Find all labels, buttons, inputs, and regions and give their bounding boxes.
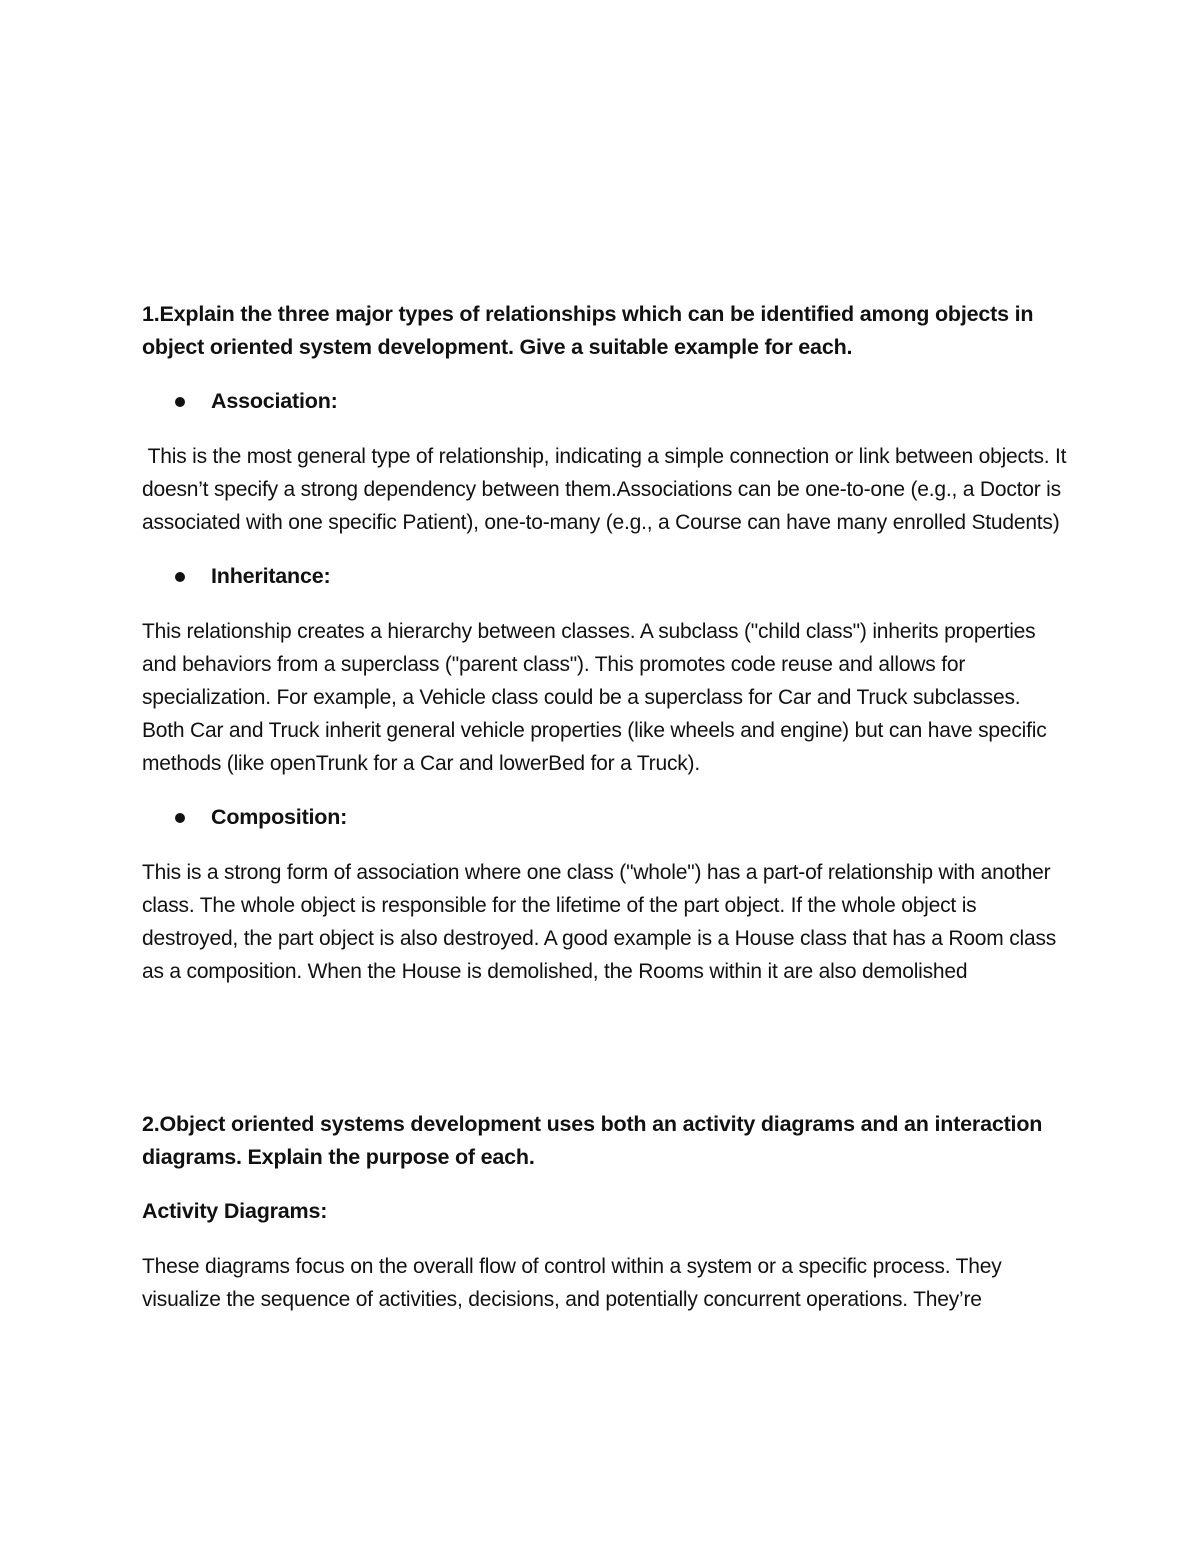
association-text: This is the most general type of relationship, indicating a simple connection or link between objects. It doesn’t specify a strong dependency between them.Associations can be one-to-one (e.g., a Doctor is associated with one specific Patient), one-to-many (e.g., a Course can have many enrolled Students) [142,445,1072,534]
bullet-dot-icon [175,397,185,407]
inheritance-label: Inheritance: [211,564,331,588]
question-1-heading: 1.Explain the three major types of relationships which can be identified among objects in object oriented system development. Give a suitable example for each. [142,302,1034,359]
bullet-composition [142,801,1067,834]
bullet-inheritance [142,560,1067,593]
association-label: Association: [211,389,338,413]
bullet-association [142,385,1067,418]
bullet-dot-icon [175,572,185,582]
question-2-heading: 2.Object oriented systems development uses both an activity diagrams and an interaction diagrams. Explain the purpose of each. [142,1112,1043,1169]
inheritance-text: This relationship creates a hierarchy between classes. A subclass ("child class") inherits properties and behaviors from a superclass ("parent class"). This promotes code reuse and allows for specialization. For example, a Vehicle class could be a superclass for Car and Truck subclasses. Both Car and Truck inherit general vehicle properties (like wheels and engine) but can have specific methods (like openTrunk for a Car and lowerBed for a Truck). [142,620,1047,775]
bullet-dot-icon [175,813,185,823]
activity-diagrams-label: Activity Diagrams: [142,1199,328,1223]
composition-label: Composition: [211,805,348,829]
activity-diagrams-text: These diagrams focus on the overall flow of control within a system or a specific process. They visualize the sequence of activities, decisions, and potentially concurrent operations. They’re [142,1255,1002,1311]
composition-text: This is a strong form of association where one class ("whole") has a part-of relationship with another class. The whole object is responsible for the lifetime of the part object. If the whole object is destroyed, the part object is also destroyed. A good example is a House class that has a Room class as a composition. When the House is demolished, the Rooms within it are also demolished [142,861,1057,983]
document-body [142,298,1072,1316]
